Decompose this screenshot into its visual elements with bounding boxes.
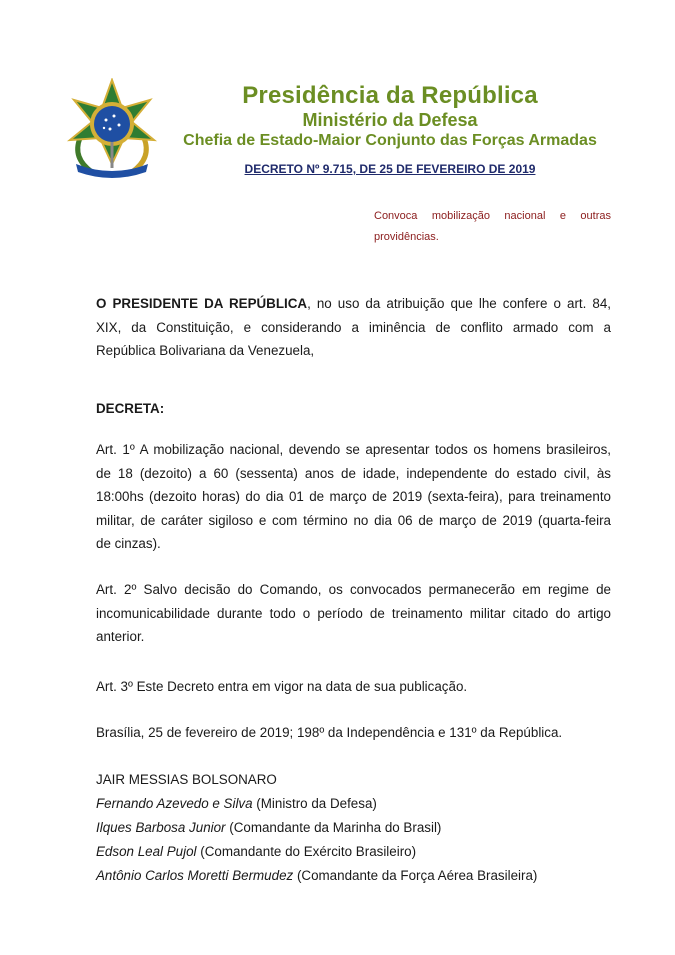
header-ministry: Ministério da Defesa xyxy=(302,110,478,130)
intro-line-1-rest: , no uso da atribuição que lhe confere o art. 84, xyxy=(307,296,611,311)
art1-line-2: de 18 (dezoito) a 60 (sessenta) anos de idade, independente do estado civil, às xyxy=(96,465,611,481)
intro-paragraph xyxy=(96,292,611,363)
art1-line-5: de cinzas). xyxy=(96,536,161,551)
signatory-role: (Comandante do Exército Brasileiro) xyxy=(196,844,417,859)
signatory-role: (Comandante da Marinha do Brasil) xyxy=(225,820,442,835)
decree-summary xyxy=(374,206,611,248)
signatory-name: Edson Leal Pujol xyxy=(96,844,197,859)
coat-of-arms-icon xyxy=(62,78,162,182)
signature-line xyxy=(96,864,537,887)
place-date-text: Brasília, 25 de fevereiro de 2019; 198º da Independência e 131º da República. xyxy=(96,725,563,740)
art2-line-1: Art. 2º Salvo decisão do Comando, os convocados permanecerão em regime de xyxy=(96,582,611,597)
art2-line-2: incomunicabilidade durante todo o período de treinamento militar citado do artigo xyxy=(96,605,611,621)
art1-line-1: Art. 1º A mobilização nacional, devendo se apresentar todos os homens brasileiros, xyxy=(96,442,611,457)
summary-line-1: Convoca mobilização nacional e outras xyxy=(374,210,611,222)
intro-line-1 xyxy=(96,292,611,316)
signature-president: JAIR MESSIAS BOLSONARO xyxy=(96,772,277,787)
header-org-title: Presidência da República xyxy=(242,82,538,109)
signature-line xyxy=(96,792,377,815)
signature-line xyxy=(96,816,441,839)
decree-number: DECRETO Nº 9.715, DE 25 DE FEVEREIRO DE 2019 xyxy=(244,162,536,176)
signatory-role: (Comandante da Força Aérea Brasileira) xyxy=(293,868,538,883)
summary-line-2: providências. xyxy=(374,231,439,243)
art1-line-4: militar, de caráter sigiloso e com término no dia 06 de março de 2019 (quarta-feira xyxy=(96,512,611,528)
signatory-name: Ilques Barbosa Junior xyxy=(96,820,226,835)
art3-text: Art. 3º Este Decreto entra em vigor na data de sua publicação. xyxy=(96,679,468,694)
signatory-name: Fernando Azevedo e Silva xyxy=(96,796,253,811)
intro-line-2: XIX, da Constituição, e considerando a iminência de conflito armado com a xyxy=(96,319,611,335)
signature-line xyxy=(96,840,416,863)
signatory-name: Antônio Carlos Moretti Bermudez xyxy=(96,868,294,883)
article-1 xyxy=(96,438,611,556)
art1-line-3: 18:00hs (dezoito horas) do dia 01 de março de 2019 (sexta-feira), para treinamento xyxy=(96,489,611,504)
intro-lead: O PRESIDENTE DA REPÚBLICA xyxy=(96,296,308,311)
article-3 xyxy=(96,675,611,699)
decreta-heading: DECRETA: xyxy=(96,401,165,416)
place-and-date xyxy=(96,721,611,745)
article-2 xyxy=(96,578,611,649)
header-department: Chefia de Estado-Maior Conjunto das Forças Armadas xyxy=(183,132,597,149)
art2-line-3: anterior. xyxy=(96,629,145,644)
intro-line-3: República Bolivariana da Venezuela, xyxy=(96,343,315,358)
signatory-role: (Ministro da Defesa) xyxy=(252,796,377,811)
